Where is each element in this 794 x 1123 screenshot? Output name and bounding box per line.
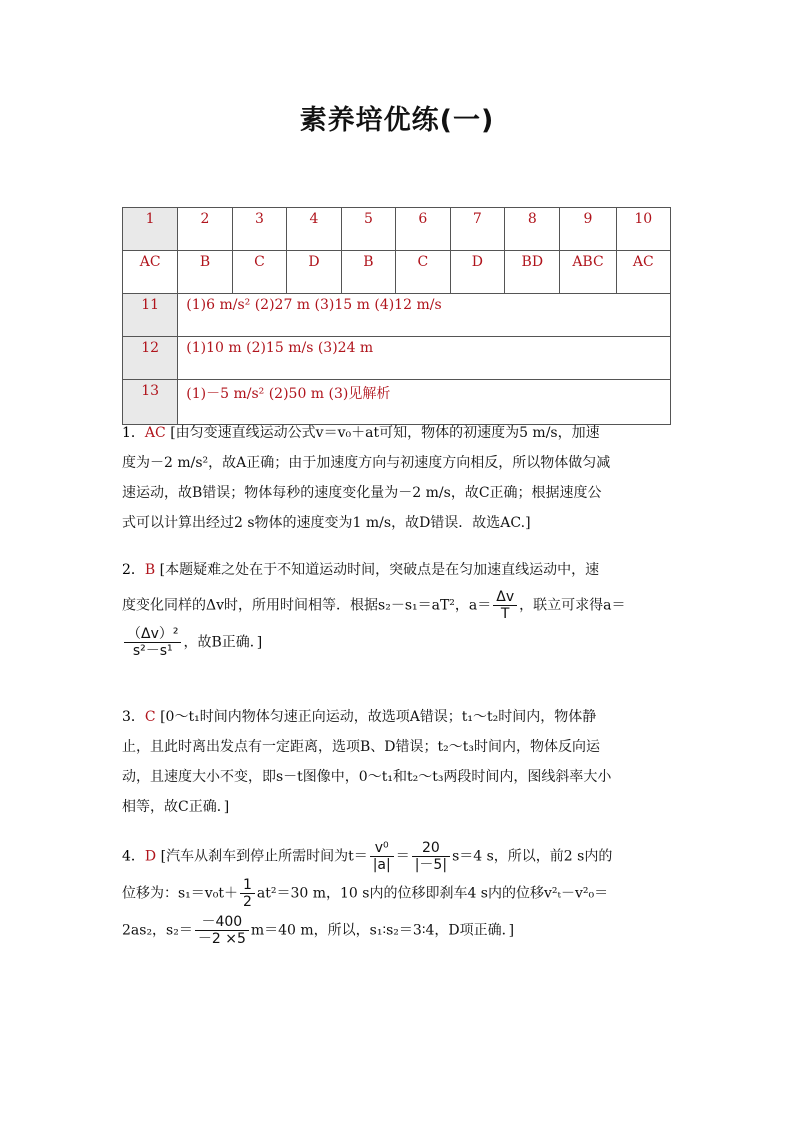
table-cell: D xyxy=(450,251,505,294)
question-number: 1． xyxy=(122,425,145,441)
table-cell: C xyxy=(232,251,286,294)
solution-text: 动，且速度大小不变，即s－t图像中，0～t₁和t₂～t₃两段时间内，图线斜率大小 xyxy=(122,769,612,785)
answer-table-number-row xyxy=(123,208,671,251)
table-cell: 2 xyxy=(178,208,232,251)
fraction: $\frac{\Delta v}{T}$ xyxy=(493,589,517,622)
solution-3 xyxy=(122,702,674,822)
table-cell: (1)－5 m/s² (2)50 m (3)见解析 xyxy=(178,380,671,425)
table-cell: 5 xyxy=(341,208,395,251)
question-number: 4． xyxy=(122,848,145,865)
table-cell: 9 xyxy=(560,208,616,251)
answer-key: B xyxy=(144,562,156,578)
table-cell: AC xyxy=(123,251,178,294)
solution-4: 4．D [汽车从刹车到停止所需时间为t＝ $\frac{\text{v⁰}}{|a|}$ ＝ $\frac{20}{|-5|}$ s＝4 s，所以，前2 s内的 位移为：s₁＝v₀t＋ $\frac{1}{2}$ at²＝30 m，10 s内的位移即刹车4 s内的位移v²ₜ－v²₀＝ 2as₂，s₂＝ $\frac{-400}{-2 \times 5}$ m＝40 m，所以，s₁∶s₂＝3∶4，D项正确．] xyxy=(122,840,613,947)
table-cell: C xyxy=(396,251,450,294)
solution-text: [本题疑难之处在于不知道运动时间，突破点是在匀加速直线运动中，速 xyxy=(159,562,600,578)
answer-key: AC xyxy=(144,425,166,441)
solution-text: [汽车从刹车到停止所需时间为t＝ xyxy=(160,848,368,865)
table-cell: 11 xyxy=(123,294,178,337)
table-cell: B xyxy=(341,251,395,294)
table-cell: 4 xyxy=(287,208,342,251)
table-cell: 6 xyxy=(396,208,450,251)
solution-text: s＝4 s，所以，前2 s内的 xyxy=(452,848,613,865)
solution-text: at²＝30 m，10 s内的位移即刹车4 s内的位移v²ₜ－v²₀＝ xyxy=(256,885,609,902)
answer-key: C xyxy=(144,709,156,725)
fraction: $\frac{\text{v⁰}}{|a|}$ xyxy=(370,840,394,873)
solution-text: 止，且此时离出发点有一定距离，选项B、D错误；t₂～t₃时间内，物体反向运 xyxy=(122,739,600,755)
solution-text: 2as₂，s₂＝ xyxy=(122,922,193,939)
table-cell: 12 xyxy=(123,337,178,380)
solution-text: 位移为：s₁＝v₀t＋ xyxy=(122,885,238,902)
solution-text: [由匀变速直线运动公式v＝v₀＋at可知，物体的初速度为5 m/s，加速 xyxy=(170,425,600,441)
table-cell: 10 xyxy=(616,208,670,251)
fraction: $\frac{1}{2}$ xyxy=(240,877,255,910)
solution-text: 度变化同样的Δv时，所用时间相等．根据s₂－s₁＝aT²，a＝ xyxy=(122,597,492,614)
solution-2 xyxy=(122,555,674,659)
table-cell: AC xyxy=(616,251,670,294)
table-cell: BD xyxy=(505,251,560,294)
question-number: 3． xyxy=(122,709,145,725)
table-cell: (1)6 m/s² (2)27 m (3)15 m (4)12 m/s xyxy=(178,294,671,337)
question-number: 2． xyxy=(122,562,145,578)
table-cell: 7 xyxy=(450,208,505,251)
table-cell: D xyxy=(287,251,342,294)
solution-text: 式可以计算出经过2 s物体的速度变为1 m/s，故D错误．故选AC.] xyxy=(122,515,531,531)
table-cell: 13 xyxy=(123,380,178,425)
solution-text: [0～t₁时间内物体匀速正向运动，故选项A错误；t₁～t₂时间内，物体静 xyxy=(160,709,597,725)
fraction: $\frac{\text{（Δv）²}}{\text{s²－s¹}}$ xyxy=(124,626,181,659)
answer-key: D xyxy=(144,848,157,865)
solution-text: 相等，故C正确．] xyxy=(122,799,230,815)
table-cell: 3 xyxy=(232,208,286,251)
answer-table-answer-row xyxy=(123,251,671,294)
solution-text: 速运动，故B错误；物体每秒的速度变化量为－2 m/s，故C正确；根据速度公 xyxy=(122,485,602,501)
table-cell: 1 xyxy=(123,208,178,251)
table-cell: B xyxy=(178,251,232,294)
table-row xyxy=(123,337,671,380)
solution-text: 度为－2 m/s²，故A正确；由于加速度方向与初速度方向相反，所以物体做匀减 xyxy=(122,455,611,471)
answer-table xyxy=(122,207,671,425)
table-cell: ABC xyxy=(560,251,616,294)
table-cell: (1)10 m (2)15 m/s (3)24 m xyxy=(178,337,671,380)
table-row xyxy=(123,294,671,337)
page-title: 素养培优练(一) xyxy=(299,105,495,136)
table-cell: 8 xyxy=(505,208,560,251)
solution-text: m＝40 m，所以，s₁∶s₂＝3∶4，D项正确．] xyxy=(250,922,515,939)
fraction: $\frac{20}{|-5|}$ xyxy=(412,840,450,873)
solution-1 xyxy=(122,418,674,538)
solution-text: ，故B正确．] xyxy=(183,634,263,651)
solution-text: ，联立可求得a＝ xyxy=(519,597,626,614)
fraction: $\frac{-400}{-2 \times 5}$ xyxy=(195,914,249,947)
